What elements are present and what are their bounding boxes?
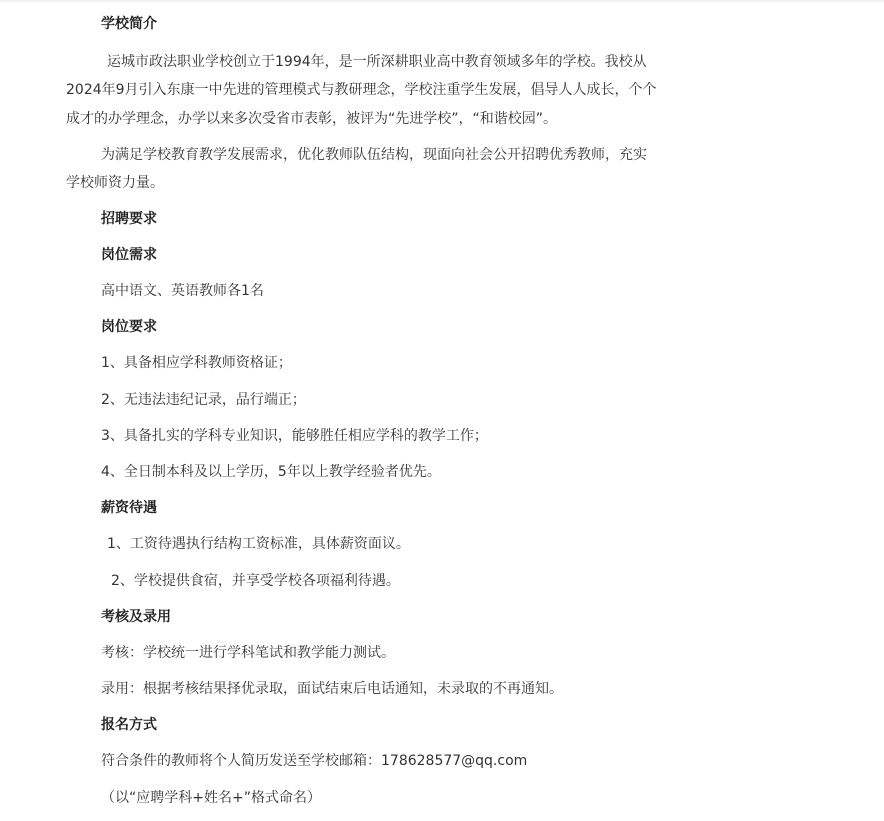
intro-paragraph-line: 为满足学校教育教学发展需求，优化教师队伍结构，现面向社会公开招聘优秀教师，充实	[101, 147, 647, 163]
hiring-text: 录用：根据考核结果择优录取，面试结束后电话通知，未录取的不再通知。	[101, 681, 563, 697]
intro-paragraph-line: 学校师资力量。	[66, 175, 164, 191]
apply-note: （以“应聘学科+姓名+”格式命名）	[101, 790, 321, 806]
section-heading-apply: 报名方式	[101, 717, 157, 733]
section-heading-positions: 岗位需求	[101, 247, 157, 263]
intro-paragraph-line: 2024年9月引入东康一中先进的管理模式与教研理念，学校注重学生发展，倡导人人成长，个个	[66, 82, 657, 98]
requirement-item: 3、具备扎实的学科专业知识，能够胜任相应学科的教学工作；	[101, 428, 488, 444]
requirement-item: 1、具备相应学科教师资格证；	[101, 355, 292, 371]
section-heading-recruit: 招聘要求	[101, 211, 157, 227]
intro-paragraph-line: 成才的办学理念，办学以来多次受省市表彰，被评为“先进学校”，“和谐校园”。	[66, 111, 558, 127]
salary-item: 2、学校提供食宿，并享受学校各项福利待遇。	[111, 573, 400, 589]
intro-paragraph-line: 运城市政法职业学校创立于1994年，是一所深耕职业高中教育领域多年的学校。我校从	[107, 54, 647, 70]
positions-text: 高中语文、英语教师各1名	[101, 283, 264, 299]
requirement-item: 4、全日制本科及以上学历，5年以上教学经验者优先。	[101, 464, 441, 480]
salary-item: 1、工资待遇执行结构工资标准，具体薪资面议。	[107, 536, 410, 552]
section-heading-assessment: 考核及录用	[101, 609, 171, 625]
section-heading-intro: 学校简介	[101, 16, 157, 32]
section-heading-requirements: 岗位要求	[101, 319, 157, 335]
assessment-text: 考核：学校统一进行学科笔试和教学能力测试。	[101, 645, 395, 661]
section-heading-salary: 薪资待遇	[101, 500, 157, 516]
requirement-item: 2、无违法违纪记录，品行端正；	[101, 392, 306, 408]
apply-text: 符合条件的教师将个人简历发送至学校邮箱：178628577@qq.com	[101, 753, 528, 769]
